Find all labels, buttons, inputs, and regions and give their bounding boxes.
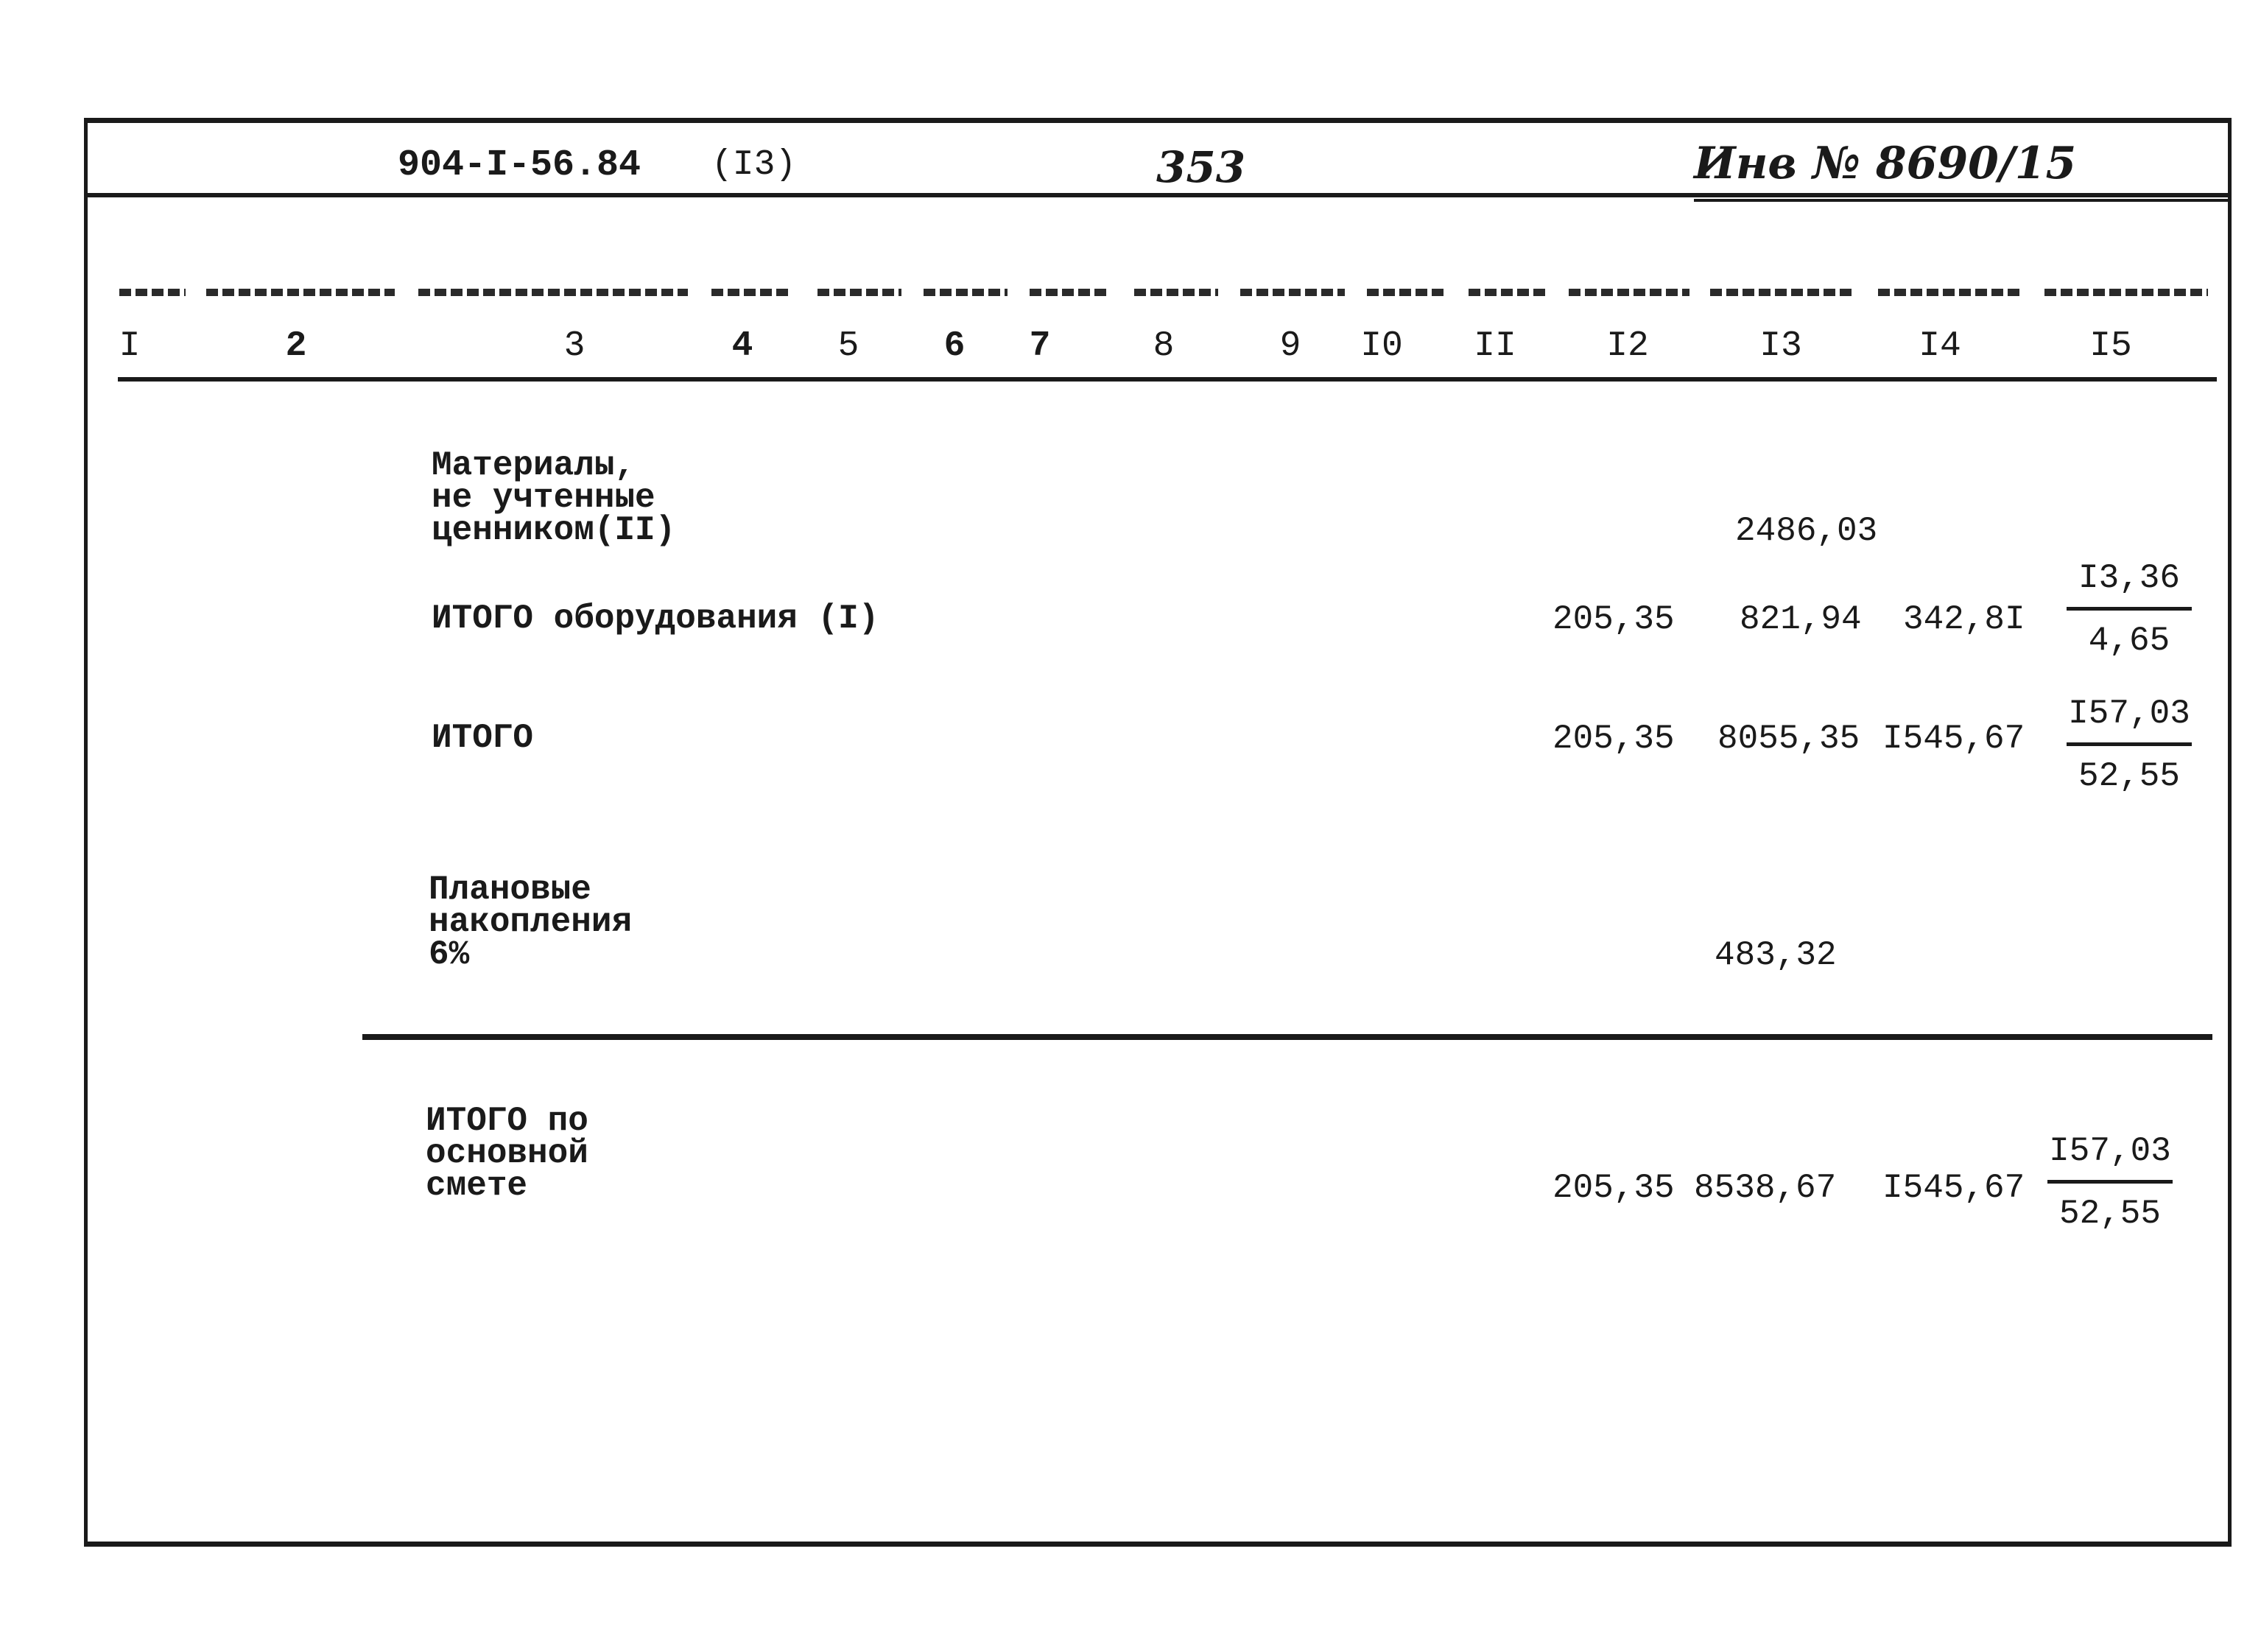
label-line: накопления xyxy=(429,903,633,941)
column-rule-10 xyxy=(1367,289,1448,296)
equipment-col12: 205,35 xyxy=(1553,600,1675,639)
fraction-bar xyxy=(2067,607,2192,611)
column-rule-13 xyxy=(1710,289,1854,296)
grand-total-col14: I545,67 xyxy=(1882,1169,2025,1207)
total-col12: 205,35 xyxy=(1553,720,1675,758)
column-number: 8 xyxy=(1153,326,1175,366)
section-divider xyxy=(362,1034,2212,1040)
header-rule xyxy=(87,193,2232,197)
column-rule-4 xyxy=(711,289,792,296)
inventory-number: Инв № 8690/15 xyxy=(1694,138,2077,189)
column-number: I4 xyxy=(1919,326,1961,366)
column-rule-6 xyxy=(924,289,1008,296)
column-number: 7 xyxy=(1029,326,1051,366)
column-rule-3 xyxy=(418,289,688,296)
column-header-rule xyxy=(118,377,2217,382)
fraction-denominator: 52,55 xyxy=(2058,1195,2162,1233)
materials-col13: 2486,03 xyxy=(1735,512,1878,550)
row-label-equipment-total: ИТОГО оборудования (I) xyxy=(432,600,879,638)
column-number: 2 xyxy=(285,326,307,366)
column-number: I5 xyxy=(2089,326,2132,366)
page-number: 353 xyxy=(1156,142,1246,192)
row-label-total: ИТОГО xyxy=(432,719,534,757)
row-label-planned xyxy=(429,871,633,974)
label-line: Материалы, xyxy=(432,446,636,485)
total-col13: 8055,35 xyxy=(1717,720,1860,758)
column-number: 9 xyxy=(1279,326,1301,366)
column-number: 4 xyxy=(731,326,753,366)
grand-total-col12: 205,35 xyxy=(1553,1169,1675,1207)
column-number: I3 xyxy=(1759,326,1802,366)
sheet-ref: (I3) xyxy=(711,145,797,185)
column-number: 5 xyxy=(837,326,859,366)
column-rule-2 xyxy=(206,289,395,296)
column-rule-9 xyxy=(1240,289,1345,296)
planned-col13: 483,32 xyxy=(1715,936,1837,974)
label-line: основной xyxy=(426,1134,588,1173)
column-rule-15 xyxy=(2044,289,2208,296)
column-number: II xyxy=(1474,326,1516,366)
column-rule-11 xyxy=(1469,289,1545,296)
label-line: Плановые xyxy=(429,871,591,909)
inventory-underline xyxy=(1694,199,2232,202)
total-col15-fraction xyxy=(2067,697,2192,793)
column-number: I2 xyxy=(1606,326,1649,366)
column-rule-8 xyxy=(1134,289,1218,296)
column-rule-12 xyxy=(1569,289,1689,296)
equipment-col14: 342,8I xyxy=(1903,600,2025,639)
grand-total-col13: 8538,67 xyxy=(1694,1169,1837,1207)
column-rule-7 xyxy=(1030,289,1111,296)
fraction-numerator: I57,03 xyxy=(2049,1132,2171,1170)
row-label-grand-total xyxy=(426,1102,588,1205)
column-rule-1 xyxy=(119,289,186,296)
grand-total-col15-fraction xyxy=(2047,1134,2173,1231)
fraction-bar xyxy=(2067,742,2192,746)
label-line: ИТОГО по xyxy=(426,1102,588,1140)
fraction-numerator: I57,03 xyxy=(2068,695,2190,733)
column-number: I xyxy=(119,326,141,366)
column-number: 6 xyxy=(943,326,966,366)
fraction-bar xyxy=(2047,1180,2173,1184)
fraction-denominator: 52,55 xyxy=(2078,757,2181,795)
fraction-numerator: I3,36 xyxy=(2078,559,2181,597)
equipment-col13: 821,94 xyxy=(1740,600,1862,639)
doc-code: 904-I-56.84 xyxy=(398,144,641,186)
column-number: I0 xyxy=(1360,326,1403,366)
total-col14: I545,67 xyxy=(1882,720,2025,758)
fraction-denominator: 4,65 xyxy=(2088,622,2170,660)
column-rule-14 xyxy=(1878,289,2021,296)
column-number: 3 xyxy=(563,326,586,366)
row-label-materials xyxy=(432,446,676,549)
label-line: ценником(II) xyxy=(432,511,676,549)
label-line: 6% xyxy=(429,935,470,974)
label-line: не учтенные xyxy=(432,479,655,517)
column-rule-5 xyxy=(817,289,901,296)
equipment-col15-fraction xyxy=(2067,561,2192,658)
label-line: смете xyxy=(426,1167,528,1205)
